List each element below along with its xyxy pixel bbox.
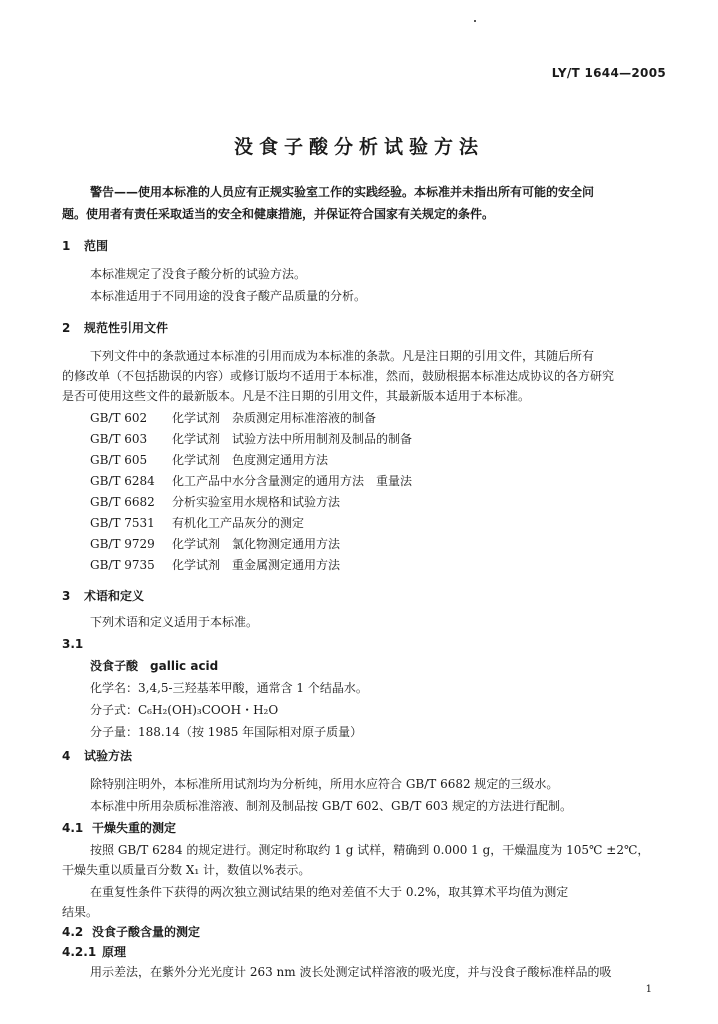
reference-title: 化学试剂 色度测定通用方法 [172,453,329,467]
paragraph: 本标准规定了没食子酸分析的试验方法。 [90,267,307,281]
section-number: 1 [62,239,71,253]
paragraph: 下列文件中的条款通过本标准的引用而成为本标准的条款。凡是注日期的引用文件，其随后所有 [90,349,595,363]
reference-title: 化工产品中水分含量测定的通用方法 重量法 [172,474,413,488]
subsection-title: 原理 [102,945,127,959]
section-number: 2 [62,321,71,335]
term-entry [90,658,666,674]
section-3-heading [62,588,666,604]
paragraph: 在重复性条件下获得的两次独立测试结果的绝对差值不大于 0.2%，取其算术平均值为测定 [90,885,569,899]
subsection-title: 干燥失重的测定 [92,821,177,835]
subsection-title: 没食子酸含量的测定 [92,925,201,939]
term-chinese: 没食子酸 [90,659,139,673]
term-english: gallic acid [150,659,219,673]
reference-code: GB/T 7531 [90,516,155,530]
subsection-4-2-1-heading [62,944,666,960]
reference-title: 分析实验室用水规格和试验方法 [172,495,341,509]
paragraph: 下列术语和定义适用于本标准。 [90,615,259,629]
reference-code: GB/T 9735 [90,558,155,572]
paragraph: 是否可使用这些文件的最新版本。凡是不注日期的引用文件，其最新版本适用于本标准。 [62,389,531,403]
subsection-number: 4.2.1 [62,945,97,959]
paragraph: 的修改单（不包括勘误的内容）或修订版均不适用于本标准，然而，鼓励根据本标准达成协议的各方研究 [62,369,615,383]
reference-code: GB/T 6284 [90,474,155,488]
reference-code: GB/T 605 [90,453,148,467]
reference-item [90,557,666,573]
page-number: 1 [645,984,652,995]
reference-title: 化学试剂 重金属测定通用方法 [172,558,341,572]
paragraph: 除特别注明外，本标准所用试剂均为分析纯，所用水应符合 GB/T 6682 规定的三级水。 [90,777,559,791]
definition-line: 分子量：188.14（按 1985 年国际相对原子质量） [90,725,363,739]
reference-item [90,494,666,510]
subsection-number: 4.2 [62,925,84,939]
definition-line: 化学名：3,4,5-三羟基苯甲酸，通常含 1 个结晶水。 [90,681,368,695]
paragraph: 用示差法，在紫外分光光度计 263 nm 波长处测定试样溶液的吸光度，并与没食子酸标准样品的吸 [90,965,612,979]
reference-item [90,431,666,447]
scan-speck [474,20,476,22]
section-2-heading [62,320,666,336]
section-1-heading [62,238,666,254]
reference-code: GB/T 603 [90,432,148,446]
section-number: 4 [62,749,71,763]
definition-line: 分子式：C₆H₂(OH)₃COOH・H₂O [90,703,279,717]
reference-item [90,410,666,426]
section-title: 规范性引用文件 [84,321,169,335]
reference-title: 化学试剂 氯化物测定通用方法 [172,537,341,551]
section-number: 3 [62,589,71,603]
paragraph: 按照 GB/T 6284 的规定进行。测定时称取约 1 g 试样，精确到 0.000 1 g，干燥温度为 105℃ ±2℃， [90,843,650,857]
reference-item [90,452,666,468]
subsection-number: 4.1 [62,821,84,835]
paragraph: 干燥失重以质量百分数 X₁ 计，数值以%表示。 [62,863,311,877]
paragraph: 本标准中所用杂质标准溶液、制剂及制品按 GB/T 602、GB/T 603 规定的方法进行配制。 [90,799,572,813]
reference-title: 有机化工产品灰分的测定 [172,516,305,530]
subsection-4-1-heading [62,820,666,836]
section-title: 范围 [84,239,109,253]
reference-item [90,515,666,531]
document-title: 没食子酸分析试验方法 [233,136,484,158]
reference-code: GB/T 602 [90,411,148,425]
subsection-number: 3.1 [62,637,84,651]
subsection-4-2-heading [62,924,666,940]
warning-line-2: 题。使用者有责任采取适当的安全和健康措施，并保证符合国家有关规定的条件。 [62,207,495,221]
reference-title: 化学试剂 杂质测定用标准溶液的制备 [172,411,377,425]
reference-item [90,536,666,552]
reference-title: 化学试剂 试验方法中所用制剂及制品的制备 [172,432,413,446]
section-4-heading [62,748,666,764]
reference-code: GB/T 6682 [90,495,155,509]
reference-item [90,473,666,489]
warning-line-1: 警告——使用本标准的人员应有正规实验室工作的实践经验。本标准并未指出所有可能的安全问 [90,185,595,199]
section-title: 试验方法 [84,749,133,763]
section-title: 术语和定义 [84,589,145,603]
paragraph: 结果。 [62,905,99,919]
reference-code: GB/T 9729 [90,537,155,551]
paragraph: 本标准适用于不同用途的没食子酸产品质量的分析。 [90,289,367,303]
standard-code: LY/T 1644—2005 [551,66,666,80]
